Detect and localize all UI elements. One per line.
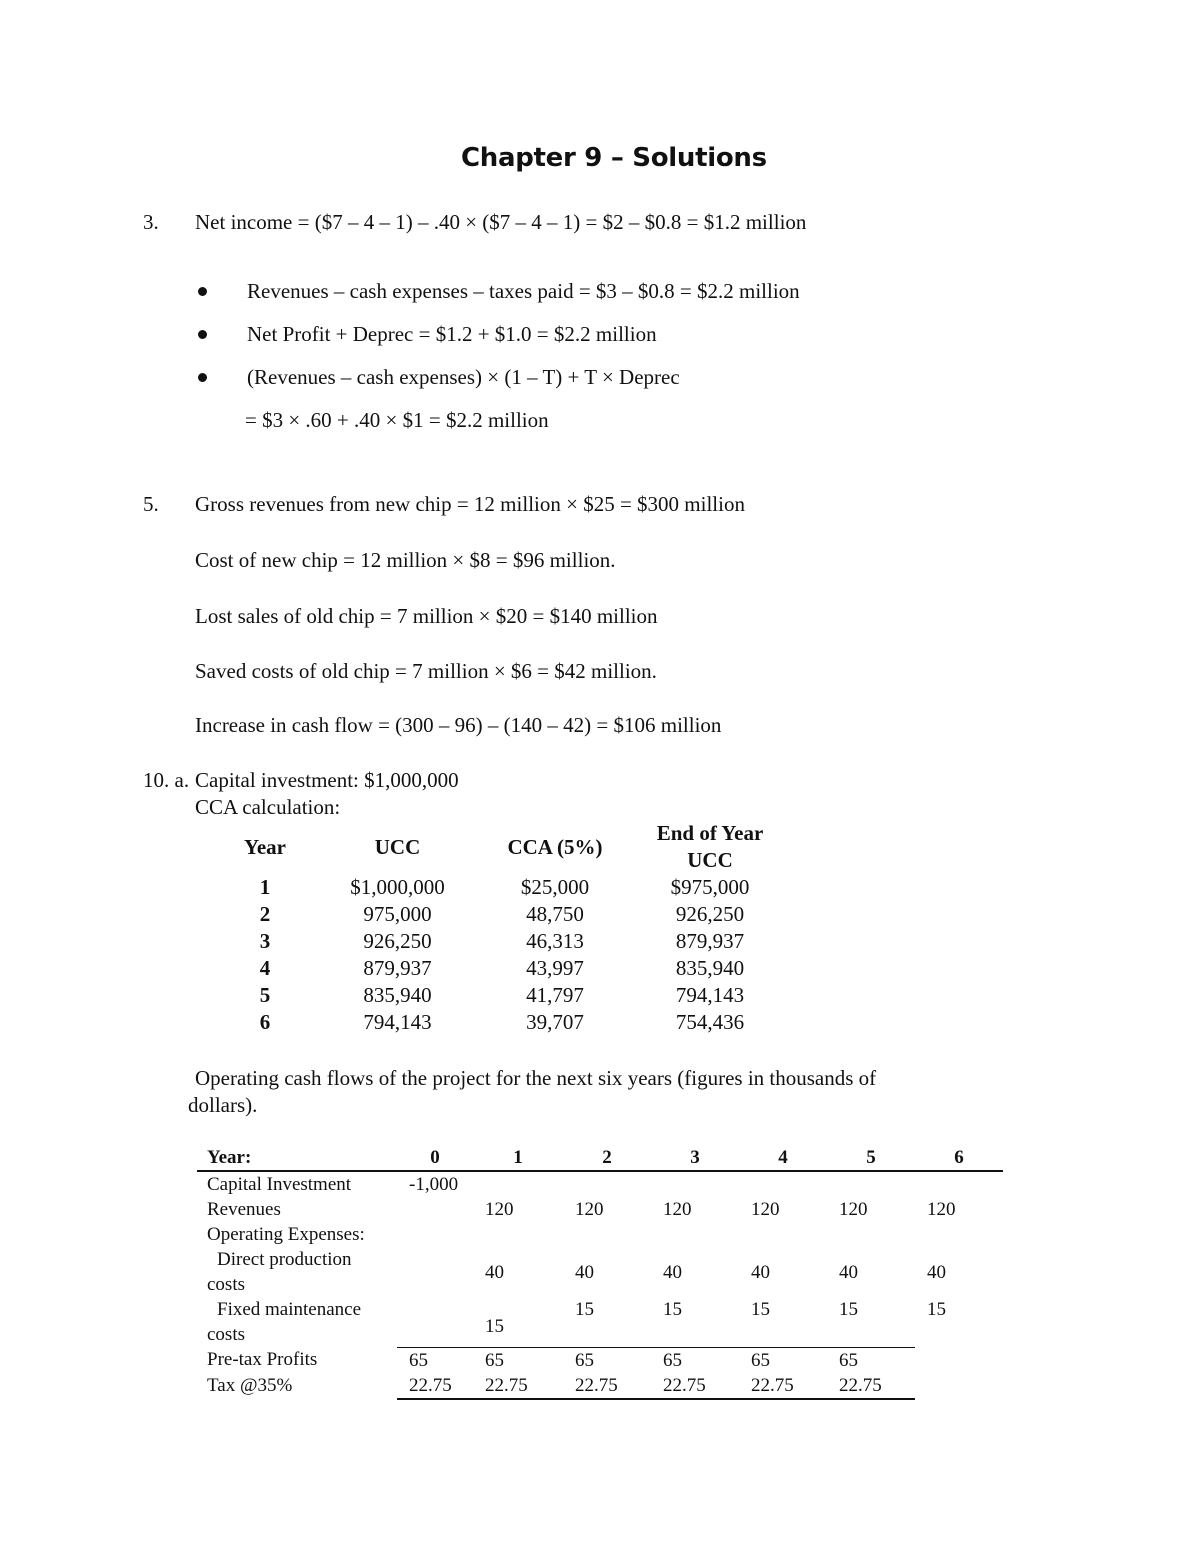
q3-net-income-line: Net income = ($7 – 4 – 1) – .40 × ($7 – 4 – 1) = $2 – $0.8 = $1.2 million — [195, 210, 807, 234]
cf-header-year-0: 0 — [397, 1145, 473, 1171]
q5-line-4: Saved costs of old chip = 7 million × $6 = $42 million. — [195, 659, 657, 683]
q5-line-2: Cost of new chip = 12 million × $8 = $96 million. — [195, 548, 616, 572]
cf-value: -1,000 — [409, 1174, 459, 1195]
cf-row-pretax — [197, 1347, 1003, 1373]
cca-amount: 39,707 — [526, 1010, 584, 1034]
cf-value: 15 — [927, 1299, 946, 1320]
cca-header-cca: CCA (5%) — [507, 834, 603, 859]
question-number-10a: 10. a. — [143, 768, 190, 792]
cf-value: 22.75 — [397, 1373, 473, 1399]
cca-end-ucc: 835,940 — [675, 956, 745, 980]
cf-value: 15 — [751, 1299, 770, 1320]
cca-year: 2 — [259, 902, 271, 926]
cca-amount: $25,000 — [520, 875, 590, 899]
cca-ucc: 975,000 — [363, 902, 432, 926]
cca-ucc: 879,937 — [363, 956, 432, 980]
q3-bullet-1: Revenues – cash expenses – taxes paid = $3 – $0.8 = $2.2 million — [247, 279, 800, 303]
cca-year: 6 — [259, 1010, 271, 1034]
cca-year: 5 — [259, 983, 271, 1007]
cca-end-ucc: 879,937 — [675, 929, 745, 953]
cf-row-capital — [197, 1171, 1003, 1197]
table-row — [200, 928, 775, 955]
cca-header-ucc: UCC — [374, 834, 421, 859]
cf-header-year-5: 5 — [827, 1145, 915, 1171]
cf-label: Tax @35% — [207, 1375, 293, 1396]
cca-year: 3 — [259, 929, 271, 953]
q3-continuation: = $3 × .60 + .40 × $1 = $2.2 million — [245, 408, 549, 432]
cf-value: 65 — [739, 1347, 827, 1373]
cca-amount: 41,797 — [526, 983, 584, 1007]
cf-value: 120 — [927, 1199, 956, 1220]
table-row — [200, 901, 775, 928]
cf-value: 40 — [751, 1261, 770, 1283]
cf-label: Capital Investment — [207, 1174, 352, 1195]
cf-label-direct-line1: Direct production — [217, 1249, 352, 1270]
cf-label: Revenues — [207, 1199, 281, 1220]
cf-label-fixed-line1: Fixed maintenance — [217, 1299, 362, 1320]
cf-value: 15 — [663, 1299, 682, 1320]
q5-line-3: Lost sales of old chip = 7 million × $20 = $140 million — [195, 604, 658, 628]
table-row — [200, 955, 775, 982]
cca-end-ucc: 754,436 — [675, 1010, 745, 1034]
cf-value: 22.75 — [739, 1373, 827, 1399]
cca-ucc: $1,000,000 — [350, 875, 445, 899]
cca-ucc: 835,940 — [363, 983, 432, 1007]
cf-value: 40 — [575, 1261, 594, 1283]
cf-value: 22.75 — [563, 1373, 651, 1399]
cf-value: 22.75 — [473, 1373, 563, 1399]
cca-header-end-ucc-label: UCC — [687, 848, 733, 872]
cf-header-year-3: 3 — [651, 1145, 739, 1171]
cf-label: Operating Expenses: — [207, 1224, 365, 1245]
q5-line-5: Increase in cash flow = (300 – 96) – (140 – 42) = $106 million — [195, 713, 722, 737]
cf-label-direct-line2: costs — [207, 1274, 245, 1295]
cf-value: 40 — [927, 1261, 946, 1283]
cf-label: Pre-tax Profits — [207, 1349, 318, 1371]
page-title: Chapter 9 – Solutions — [461, 143, 767, 173]
cf-value: 65 — [827, 1347, 915, 1373]
cca-amount: 46,313 — [526, 929, 584, 953]
cf-label — [197, 1247, 397, 1297]
cca-year: 1 — [259, 875, 271, 899]
table-row — [200, 982, 775, 1009]
cash-flow-table — [197, 1145, 1003, 1400]
cca-end-ucc: $975,000 — [670, 875, 750, 899]
bullet-icon — [198, 287, 207, 296]
q5-line-1: Gross revenues from new chip = 12 million × $25 = $300 million — [195, 492, 745, 516]
cf-header-year-2: 2 — [563, 1145, 651, 1171]
cca-end-ucc: 794,143 — [675, 983, 745, 1007]
cf-header-row — [197, 1145, 1003, 1171]
cca-header-row — [200, 820, 775, 874]
cf-value: 120 — [839, 1199, 868, 1220]
cf-value: 40 — [663, 1261, 682, 1283]
cca-header-end-of-year: End of Year — [656, 821, 764, 845]
cca-table — [200, 820, 775, 1036]
q10-operating-intro-2: dollars). — [188, 1093, 258, 1117]
cf-value: 120 — [575, 1199, 604, 1220]
cf-value: 65 — [563, 1347, 651, 1373]
cf-value: 120 — [485, 1199, 514, 1220]
cf-value: 40 — [485, 1261, 504, 1283]
cf-row-opex — [197, 1222, 1003, 1247]
cf-value: 120 — [751, 1199, 780, 1220]
cca-header-end-ucc — [645, 820, 775, 874]
cca-amount: 48,750 — [526, 902, 584, 926]
cf-value: 22.75 — [651, 1373, 739, 1399]
cf-label-fixed-line2: costs — [207, 1324, 245, 1345]
q10-capital-investment: Capital investment: $1,000,000 — [195, 768, 459, 792]
question-number-5: 5. — [143, 492, 159, 516]
table-row — [200, 1009, 775, 1036]
cca-end-ucc: 926,250 — [675, 902, 745, 926]
cf-value: 15 — [575, 1299, 594, 1320]
cca-year: 4 — [259, 956, 271, 980]
cca-ucc: 794,143 — [363, 1010, 432, 1034]
cf-value: 65 — [397, 1347, 473, 1373]
bullet-icon — [198, 330, 207, 339]
cf-header-year-6: 6 — [915, 1145, 1003, 1171]
cca-amount: 43,997 — [526, 956, 584, 980]
cca-header-year: Year — [244, 834, 286, 859]
cf-label — [197, 1297, 397, 1347]
cf-value: 120 — [663, 1199, 692, 1220]
cf-header-year-1: 1 — [473, 1145, 563, 1171]
bullet-icon — [198, 373, 207, 382]
table-row — [200, 874, 775, 901]
cf-value: 40 — [839, 1261, 858, 1283]
cf-header-year-label: Year: — [197, 1145, 397, 1171]
question-number-3: 3. — [143, 210, 159, 234]
cf-value: 65 — [473, 1347, 563, 1373]
q10-cca-label: CCA calculation: — [195, 795, 341, 819]
cf-value: 15 — [839, 1299, 858, 1320]
cf-row-direct — [197, 1247, 1003, 1297]
cf-value: 65 — [651, 1347, 739, 1373]
cf-row-tax — [197, 1373, 1003, 1399]
cca-ucc: 926,250 — [363, 929, 432, 953]
q10-operating-intro-1: Operating cash flows of the project for the next six years (figures in thousands of — [195, 1066, 877, 1090]
cf-row-fixed — [197, 1297, 1003, 1347]
cf-value: 22.75 — [827, 1373, 915, 1399]
q3-bullet-3: (Revenues – cash expenses) × (1 – T) + T × Deprec — [247, 365, 680, 389]
q3-bullet-2: Net Profit + Deprec = $1.2 + $1.0 = $2.2 million — [247, 322, 657, 346]
cf-row-revenues — [197, 1197, 1003, 1222]
cf-value: 15 — [485, 1316, 504, 1338]
cf-header-year-4: 4 — [739, 1145, 827, 1171]
